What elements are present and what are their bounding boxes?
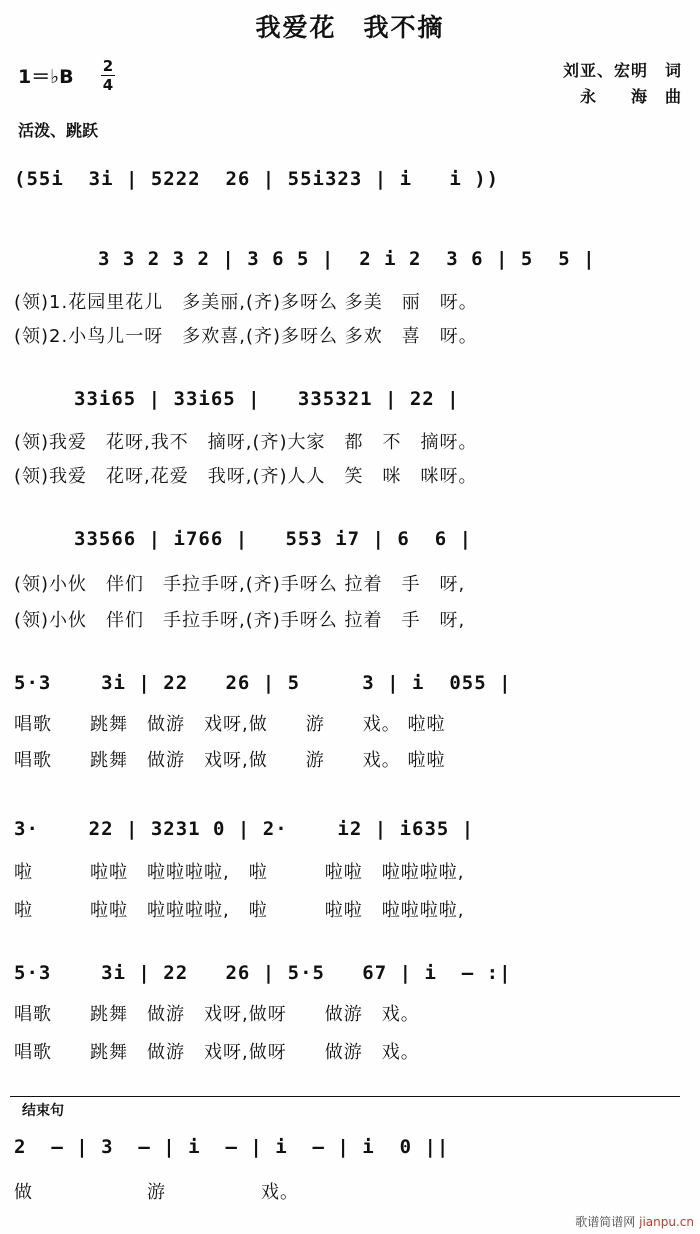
system-1-lyric-1: (领)1.花园里花儿 多美丽,(齐)多呀么 多美 丽 呀。 [14,292,478,313]
system-4-lyric-1: 唱歌 跳舞 做游 戏呀,做 游 戏。 啦啦 [14,714,446,735]
tempo-marking: 活泼、跳跃 [18,121,99,140]
system-3-lyric-2: (领)小伙 伴们 手拉手呀,(齐)手呀么 拉着 手 呀, [14,610,466,631]
system-3-lyric-1: (领)小伙 伴们 手拉手呀,(齐)手呀么 拉着 手 呀, [14,574,466,595]
composer-credit: 永 海 曲 [579,87,682,106]
system-2-lyric-2: (领)我爱 花呀,花爱 我呀,(齐)人人 笑 咪 咪呀。 [14,466,478,487]
ending-lyrics: 做 游 戏。 [14,1182,299,1203]
system-1-lyric-2: (领)2.小鸟儿一呀 多欢喜,(齐)多呀么 多欢 喜 呀。 [14,326,478,347]
key-signature: 1＝♭B [18,66,74,88]
ending-label: 结束句 [22,1103,64,1119]
ending-rule [10,1096,680,1097]
system-6-notes: 5·3 3i | 22 26 | 5·5 67 | i — :| [14,962,512,984]
lyricist-credit: 刘亚、宏明 词 [562,61,682,80]
system-6-lyric-2: 唱歌 跳舞 做游 戏呀,做呀 做游 戏。 [14,1042,420,1063]
ending-label-box [14,1100,124,1122]
system-6-lyric-1: 唱歌 跳舞 做游 戏呀,做呀 做游 戏。 [14,1004,420,1025]
time-signature: 2 4 [102,57,114,94]
system-4-notes: 5·3 3i | 22 26 | 5 3 | i 055 | [14,672,512,694]
watermark: 歌谱简谱网 jianpu.cn [575,1215,694,1229]
system-5-lyric-1: 啦 啦啦 啦啦啦啦, 啦 啦啦 啦啦啦啦, [14,862,465,883]
intro-notes: (55i 3i | 5222 26 | 55i323 | i i )) [14,168,500,190]
song-title: 我爱花 我不摘 [255,13,445,42]
system-1-notes: 3 3 2 3 2 | 3 6 5 | 2 i 2 3 6 | 5 5 | [98,248,596,270]
system-2-lyric-1: (领)我爱 花呀,我不 摘呀,(齐)大家 都 不 摘呀。 [14,432,478,453]
system-4-lyric-2: 唱歌 跳舞 做游 戏呀,做 游 戏。 啦啦 [14,750,446,771]
system-2-notes: 33i65 | 33i65 | 335321 | 22 | [74,388,460,410]
system-3-notes: 33566 | i766 | 553 i7 | 6 6 | [74,528,473,550]
system-5-notes: 3· 22 | 3231 0 | 2· i2 | i635 | [14,818,475,840]
system-5-lyric-2: 啦 啦啦 啦啦啦啦, 啦 啦啦 啦啦啦啦, [14,900,465,921]
ending-notes: 2 — | 3 — | i — | i — | i 0 || [14,1136,450,1158]
